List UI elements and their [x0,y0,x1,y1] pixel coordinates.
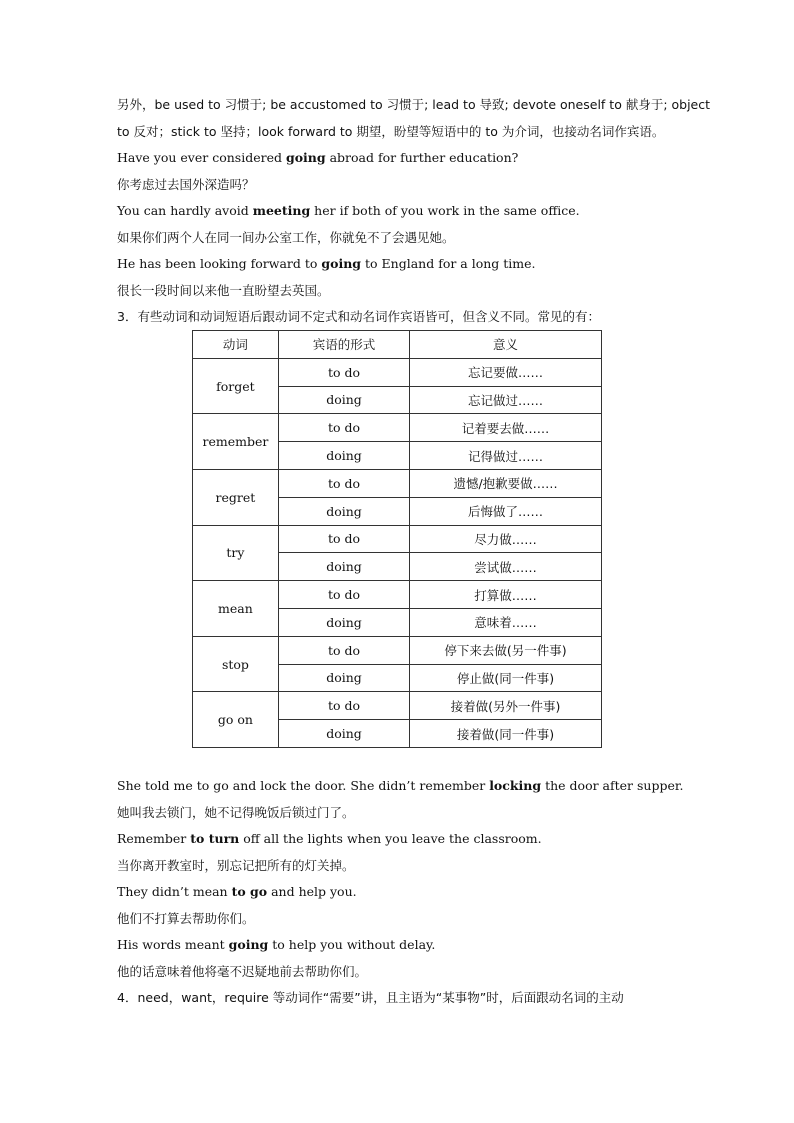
example-sentence [117,879,687,906]
meaning-cell: 接着做(另外一件事) [410,692,602,720]
header-cell: 宾语的形式 [278,331,409,359]
translation [117,800,687,827]
table-row [193,581,602,609]
text: 3．有些动词和动词短语后跟动词不定式和动名词作宾语皆可，但含义不同。常见的有： [117,309,600,324]
verb-cell: remember [193,414,279,470]
header-cell: 动词 [193,331,279,359]
highlight: going [321,256,362,271]
form-cell: to do [278,469,409,497]
form-cell: to do [278,581,409,609]
form-cell: doing [278,386,409,414]
table-row [193,414,602,442]
translation [117,172,687,199]
meaning-cell: 后悔做了…… [410,497,602,525]
form-cell: to do [278,692,409,720]
verb-cell: regret [193,469,279,525]
form-cell: doing [278,442,409,470]
text: 当你离开教室时，别忘记把所有的灯关掉。 [117,857,355,873]
table-row [193,469,602,497]
text: 你考虑过去国外深造吗？ [117,176,255,192]
translation [117,959,687,986]
text: and help you. [267,884,357,899]
header-cell: 意义 [410,331,602,359]
verb-cell: stop [193,636,279,692]
highlight: going [228,937,269,952]
translation [117,853,687,880]
text-block-bottom [117,773,687,1012]
text: 4．need，want，require 等动词作“需要”讲，且主语为“某事物”时，后面跟动名词的主动 [117,990,624,1005]
meaning-cell: 遗憾/抱歉要做…… [410,469,602,497]
highlight: going [285,150,326,165]
verb-cell: forget [193,358,279,414]
example-sentence [117,826,687,853]
meaning-cell: 意味着…… [410,608,602,636]
form-cell: to do [278,525,409,553]
text: 很长一段时间以来他一直盼望去英国。 [117,282,330,298]
example-sentence [117,145,687,172]
text: He has been looking forward to [117,256,322,271]
meaning-cell: 打算做…… [410,581,602,609]
meaning-cell: 忘记做过…… [410,386,602,414]
table-row [193,525,602,553]
translation [117,906,687,933]
verb-cell: mean [193,581,279,637]
example-sentence [117,198,687,225]
meaning-cell: 停下来去做(另一件事) [410,636,602,664]
text: the door after supper. [541,778,684,793]
form-cell: doing [278,553,409,581]
example-sentence [117,773,687,800]
text: to 反对；stick to 坚持；look forward to 期望，盼望等短语中的 to 为介词，也接动名词作宾语。 [117,123,665,139]
text: abroad for further education? [325,150,519,165]
text: to England for a long time. [361,256,536,271]
section-heading [117,985,687,1012]
text: to help you without delay. [268,937,436,952]
text: Remember [117,831,191,846]
paragraph-line [117,119,687,146]
meaning-cell: 记得做过…… [410,442,602,470]
form-cell: doing [278,720,409,748]
meaning-cell: 尝试做…… [410,553,602,581]
form-cell: doing [278,497,409,525]
text: His words meant [117,937,229,952]
text: her if both of you work in the same office. [310,203,580,218]
translation [117,278,687,305]
text: They didn’t mean [117,884,232,899]
table-row [193,358,602,386]
meaning-cell: 接着做(同一件事) [410,720,602,748]
highlight: meeting [252,203,311,218]
section-heading [117,304,687,331]
form-cell: to do [278,636,409,664]
example-sentence [117,251,687,278]
text: 他们不打算去帮助你们。 [117,910,255,926]
text: 另外，be used to 习惯于; be accustomed to 习惯于; lead to 导致; devote oneself to 献身于; object [117,97,711,112]
text: 他的话意味着他将毫不迟疑地前去帮助你们。 [117,963,368,979]
text: 如果你们两个人在同一间办公室工作，你就免不了会遇见她。 [117,229,455,245]
text: You can hardly avoid [117,203,253,218]
table-row [193,636,602,664]
form-cell: to do [278,414,409,442]
meaning-cell: 尽力做…… [410,525,602,553]
verb-usage-table [192,330,602,748]
highlight: locking [489,778,542,793]
meaning-cell: 停止做(同一件事) [410,664,602,692]
text: Have you ever considered [117,150,286,165]
meaning-cell: 记着要去做…… [410,414,602,442]
highlight: to turn [190,831,240,846]
form-cell: doing [278,608,409,636]
translation [117,225,687,252]
verb-cell: try [193,525,279,581]
paragraph-line [117,92,711,119]
text: She told me to go and lock the door. She didn’t remember [117,778,490,793]
example-sentence [117,932,687,959]
meaning-cell: 忘记要做…… [410,358,602,386]
text: 她叫我去锁门，她不记得晚饭后锁过门了。 [117,804,355,820]
form-cell: doing [278,664,409,692]
table-header-row [193,331,602,359]
table-row [193,692,602,720]
form-cell: to do [278,358,409,386]
highlight: to go [231,884,268,899]
verb-cell: go on [193,692,279,748]
text: off all the lights when you leave the classroom. [239,831,542,846]
text-block-top [117,92,711,331]
